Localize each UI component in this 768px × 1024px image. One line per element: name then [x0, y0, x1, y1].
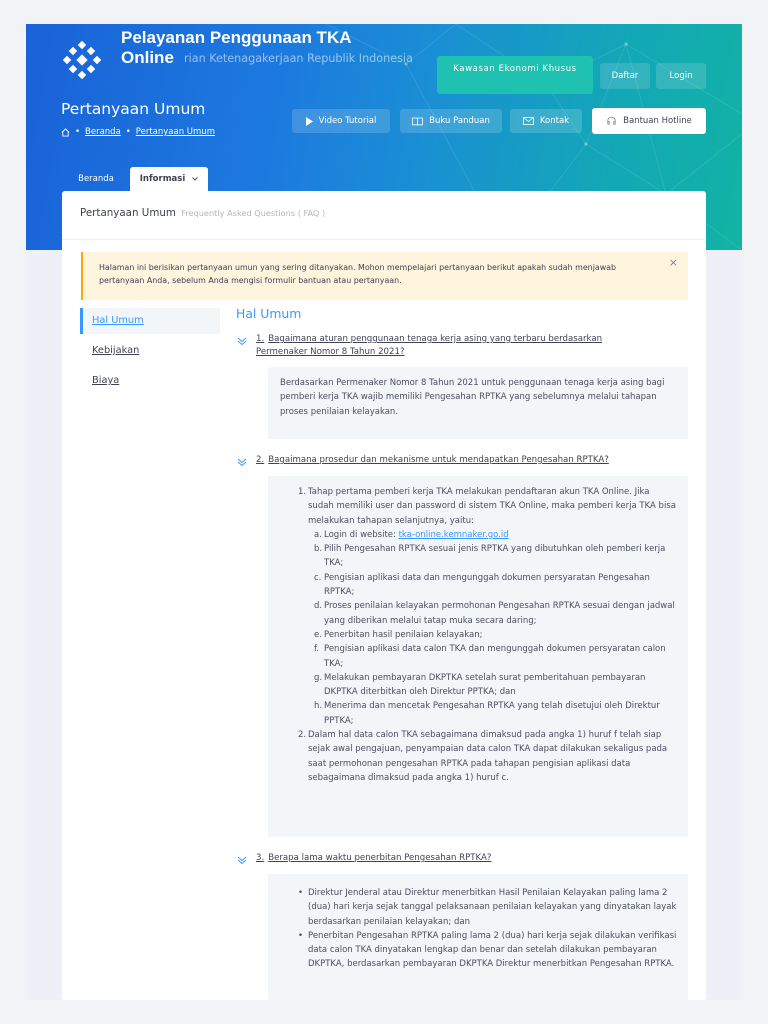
- procedure-list: [298, 485, 678, 785]
- faq-answer-2: [268, 476, 688, 837]
- info-alert: [81, 252, 688, 300]
- procedure-substep: d. Proses penilaian kelayakan permohonan Pengesahan RPTKA sesuai dengan jadwal yang diberikan melalui tatap muka secara daring;: [314, 601, 675, 626]
- procedure-substep: f. Pengisian aplikasi data calon TKA dan mengunggah dokumen persyaratan calon TKA;: [314, 644, 666, 669]
- faq-answer-3: [268, 874, 688, 1000]
- breadcrumb: • Beranda • Pertanyaan Umum: [61, 127, 215, 137]
- card-title: Pertanyaan Umum Frequently Asked Questions ( FAQ ): [80, 207, 326, 219]
- book-icon: [412, 117, 423, 126]
- play-icon: [306, 117, 313, 126]
- procedure-substep: e. Penerbitan hasil penilaian kelayakan;: [314, 629, 483, 640]
- website-link[interactable]: tka-online.kemnaker.go.id: [398, 529, 509, 540]
- breadcrumb-current[interactable]: Pertanyaan Umum: [135, 127, 215, 137]
- card-header: [62, 191, 706, 240]
- app-title: Pelayanan Penggunaan TKA Online: [121, 28, 352, 67]
- faq-answer-1: Berdasarkan Permenaker Nomor 8 Tahun 2021 untuk penggunaan tenaga kerja asing bagi pemberi kerja TKA wajib memiliki Pengesahan RPTKA yang sebelumnya melalui tahapan proses penilaian kelayakan.: [268, 367, 688, 439]
- chevron-down-icon: [236, 456, 248, 468]
- procedure-substep: c. Pengisian aplikasi data dan mengunggah dokumen persyaratan Pengesahan RPTKA;: [314, 572, 650, 598]
- page-frame: [26, 24, 742, 1000]
- tab-beranda[interactable]: Beranda: [78, 174, 114, 184]
- procedure-step: 2. Dalam hal data calon TKA sebagaimana dimaksud pada angka 1) huruf f telah siap sejak awal pengajuan, penyampaian data calon TKA dapat dilakukan sekaligus pada saat permohonan pengesahan RPTKA pada tahapan pengisian aplikasi data sebagaimana dimaksud pada angka 1) huruf c.: [298, 730, 668, 783]
- home-icon[interactable]: [61, 128, 70, 137]
- headset-icon: [606, 116, 617, 127]
- procedure-substep: b. Pilih Pengesahan RPTKA sesuai jenis RPTKA yang dibutuhkan oleh pemberi kerja TKA;: [314, 544, 666, 569]
- alert-text: Halaman ini berisikan pertanyaan umun yang sering ditanyakan. Mohon mempelajari pertanyaan berikut apakah sudah menjawab pertanyaan Anda, sebelum Anda mengisi formulir bantuan atau pertanyaan.: [99, 263, 617, 285]
- sidebar-item-kebijakan[interactable]: Kebijakan: [92, 345, 140, 356]
- tab-informasi[interactable]: Informasi: [130, 167, 208, 191]
- kek-button[interactable]: Kawasan Ekonomi Khusus: [437, 56, 593, 94]
- chevron-down-icon: [236, 854, 248, 866]
- ministry-logo: [62, 40, 102, 80]
- chevron-down-icon: [192, 177, 198, 181]
- close-icon[interactable]: ×: [668, 256, 678, 269]
- faq-card: Pertanyaan Umum Frequently Asked Questions ( FAQ ) Halaman ini berisikan pertanyaan umun yang sering ditanyakan. Mohon mempelajari pertanyaan berikut apakah sudah menjawab pertanyaan Anda, sebelum Anda mengisi formulir bantuan atau pertanyaan. × Hal Umum Kebijakan Biaya Hal Umum 1. Bagaimana aturan penggunaan tenaga kerja asing yang terbaru berdasarkan Permenaker Nomor 8 Tahun 2021? Berdasarkan Permenaker Nomor 8 Tahun 2021 untuk penggunaan tenaga kerja asing bagi pemberi kerja TKA wajib memiliki Pengesahan RPTKA yang sebelumnya melalui tahapan proses penilaian kelayakan. 2. Bagaimana prosedur dan mekanisme untuk mendapatkan Pengesahan RPTKA? 1. Tahap pertama pemberi kerja TKA melakukan pendaftaran akun TKA Online. Jika sudah memiliki user dan password di sistem TKA Online, maka pemberi kerja TKA bisa melakukan tahapan selanjutnya, yaitu: a. Login di website: tka-online.kemnaker.go.id b. Pilih Pengesahan RPTKA sesuai jenis RPTKA yang dibutuhkan oleh pemberi kerja TKA; c. Pengisian aplikasi data dan mengunggah dokumen persyaratan Pengesahan RPTKA; d. Proses penilaian kelayakan permohonan Pengesahan RPTKA sesuai dengan jadwal yang diberikan melalui tatap muka secara daring; e. Penerbitan hasil penilaian kelayakan; f. Pengisian aplikasi data calon TKA dan mengunggah dokumen persyaratan calon TKA; g. Melakukan pembayaran DKPTKA setelah surat pemberitahuan pembayaran DKPTKA diterbitkan oleh Direktur PPTKA; dan h. Menerima dan mencetak Pengesahan RPTKA yang telah disetujui oleh Direktur PPTKA; 2. Dalam hal data calon TKA sebagaimana dimaksud pada angka 1) huruf f telah siap sejak awal pengajuan, penyampaian data calon TKA dapat dilakukan sekaligus pada saat permohonan pengesahan RPTKA pada tahapan pengisian aplikasi data sebagaimana dimaksud pada angka 1) huruf c. 3. Berapa lama waktu penerbitan Pengesahan RPTKA? • Direktur Jenderal atau Direktur menerbitkan Hasil Penilaian Kelayakan paling lama 2 (dua) hari kerja sejak tanggal pelaksanaan penilaian kelayakan yang dinyatakan layak berdasarkan penilaian kelayakan; dan • Penerbitan Pengesahan RPTKA paling lama 2 (dua) hari kerja sejak dilakukan verifikasi data calon TKA dinyatakan lengkap dan benar dan setelah dilakukan pembayaran DKPTKA, berdasarkan pembayaran DKPTKA Direktur menerbitkan Pengesahan RPTKA.: [62, 191, 706, 1000]
- duration-item: • Direktur Jenderal atau Direktur menerbitkan Hasil Penilaian Kelayakan paling lama 2 (dua) hari kerja sejak tanggal pelaksanaan penilaian kelayakan yang dinyatakan layak berdasarkan penilaian kelayakan; dan: [298, 888, 677, 927]
- chevron-down-icon: [236, 335, 248, 347]
- duration-item: • Penerbitan Pengesahan RPTKA paling lama 2 (dua) hari kerja sejak dilakukan verifikasi data calon TKA dinyatakan lengkap dan benar dan setelah dilakukan pembayaran DKPTKA, berdasarkan pembayaran DKPTKA Direktur menerbitkan Pengesahan RPTKA.: [298, 930, 677, 970]
- breadcrumb-home[interactable]: Beranda: [85, 127, 121, 137]
- sidebar-item-biaya[interactable]: Biaya: [92, 375, 120, 386]
- mail-icon: [523, 117, 534, 125]
- procedure-step: 1. Tahap pertama pemberi kerja TKA melakukan pendaftaran akun TKA Online. Jika sudah memiliki user dan password di sistem TKA Online, maka pemberi kerja TKA bisa melakukan tahapan selanjutnya, yaitu: a. Login di website: tka-online.kemnaker.go.id b. Pilih Pengesahan RPTKA sesuai jenis RPTKA yang dibutuhkan oleh pemberi kerja TKA; c. Pengisian aplikasi data dan mengunggah dokumen persyaratan Pengesahan RPTKA; d. Proses penilaian kelayakan permohonan Pengesahan RPTKA sesuai dengan jadwal yang diberikan melalui tatap muka secara daring; e. Penerbitan hasil penilaian kelayakan; f. Pengisian aplikasi data calon TKA dan mengunggah dokumen persyaratan calon TKA; g. Melakukan pembayaran DKPTKA setelah surat pemberitahuan pembayaran DKPTKA diterbitkan oleh Direktur PPTKA; dan h. Menerima dan mencetak Pengesahan RPTKA yang telah disetujui oleh Direktur PPTKA;: [308, 485, 678, 728]
- register-button[interactable]: Daftar: [600, 63, 650, 89]
- contact-button[interactable]: Kontak: [510, 109, 582, 133]
- sidebar-item-hal-umum[interactable]: Hal Umum: [80, 308, 220, 334]
- app-subtitle: rian Ketenagakerjaan Republik Indonesia: [184, 52, 413, 65]
- guide-book-button[interactable]: Buku Panduan: [400, 109, 502, 133]
- page-title: Pertanyaan Umum: [61, 100, 206, 118]
- procedure-substep: g. Melakukan pembayaran DKPTKA setelah surat pemberitahuan pembayaran DKPTKA diterbitkan oleh Direktur PPTKA; dan: [314, 672, 646, 698]
- login-button[interactable]: Login: [656, 63, 706, 89]
- hotline-button[interactable]: Bantuan Hotline: [592, 108, 706, 134]
- section-title: Hal Umum: [236, 306, 302, 321]
- video-tutorial-button[interactable]: Video Tutorial: [292, 109, 390, 133]
- procedure-substep: a. Login di website: tka-online.kemnaker.go.id: [314, 529, 509, 540]
- procedure-substep: h. Menerima dan mencetak Pengesahan RPTKA yang telah disetujui oleh Direktur PPTKA;: [314, 701, 660, 726]
- duration-list: [298, 886, 678, 972]
